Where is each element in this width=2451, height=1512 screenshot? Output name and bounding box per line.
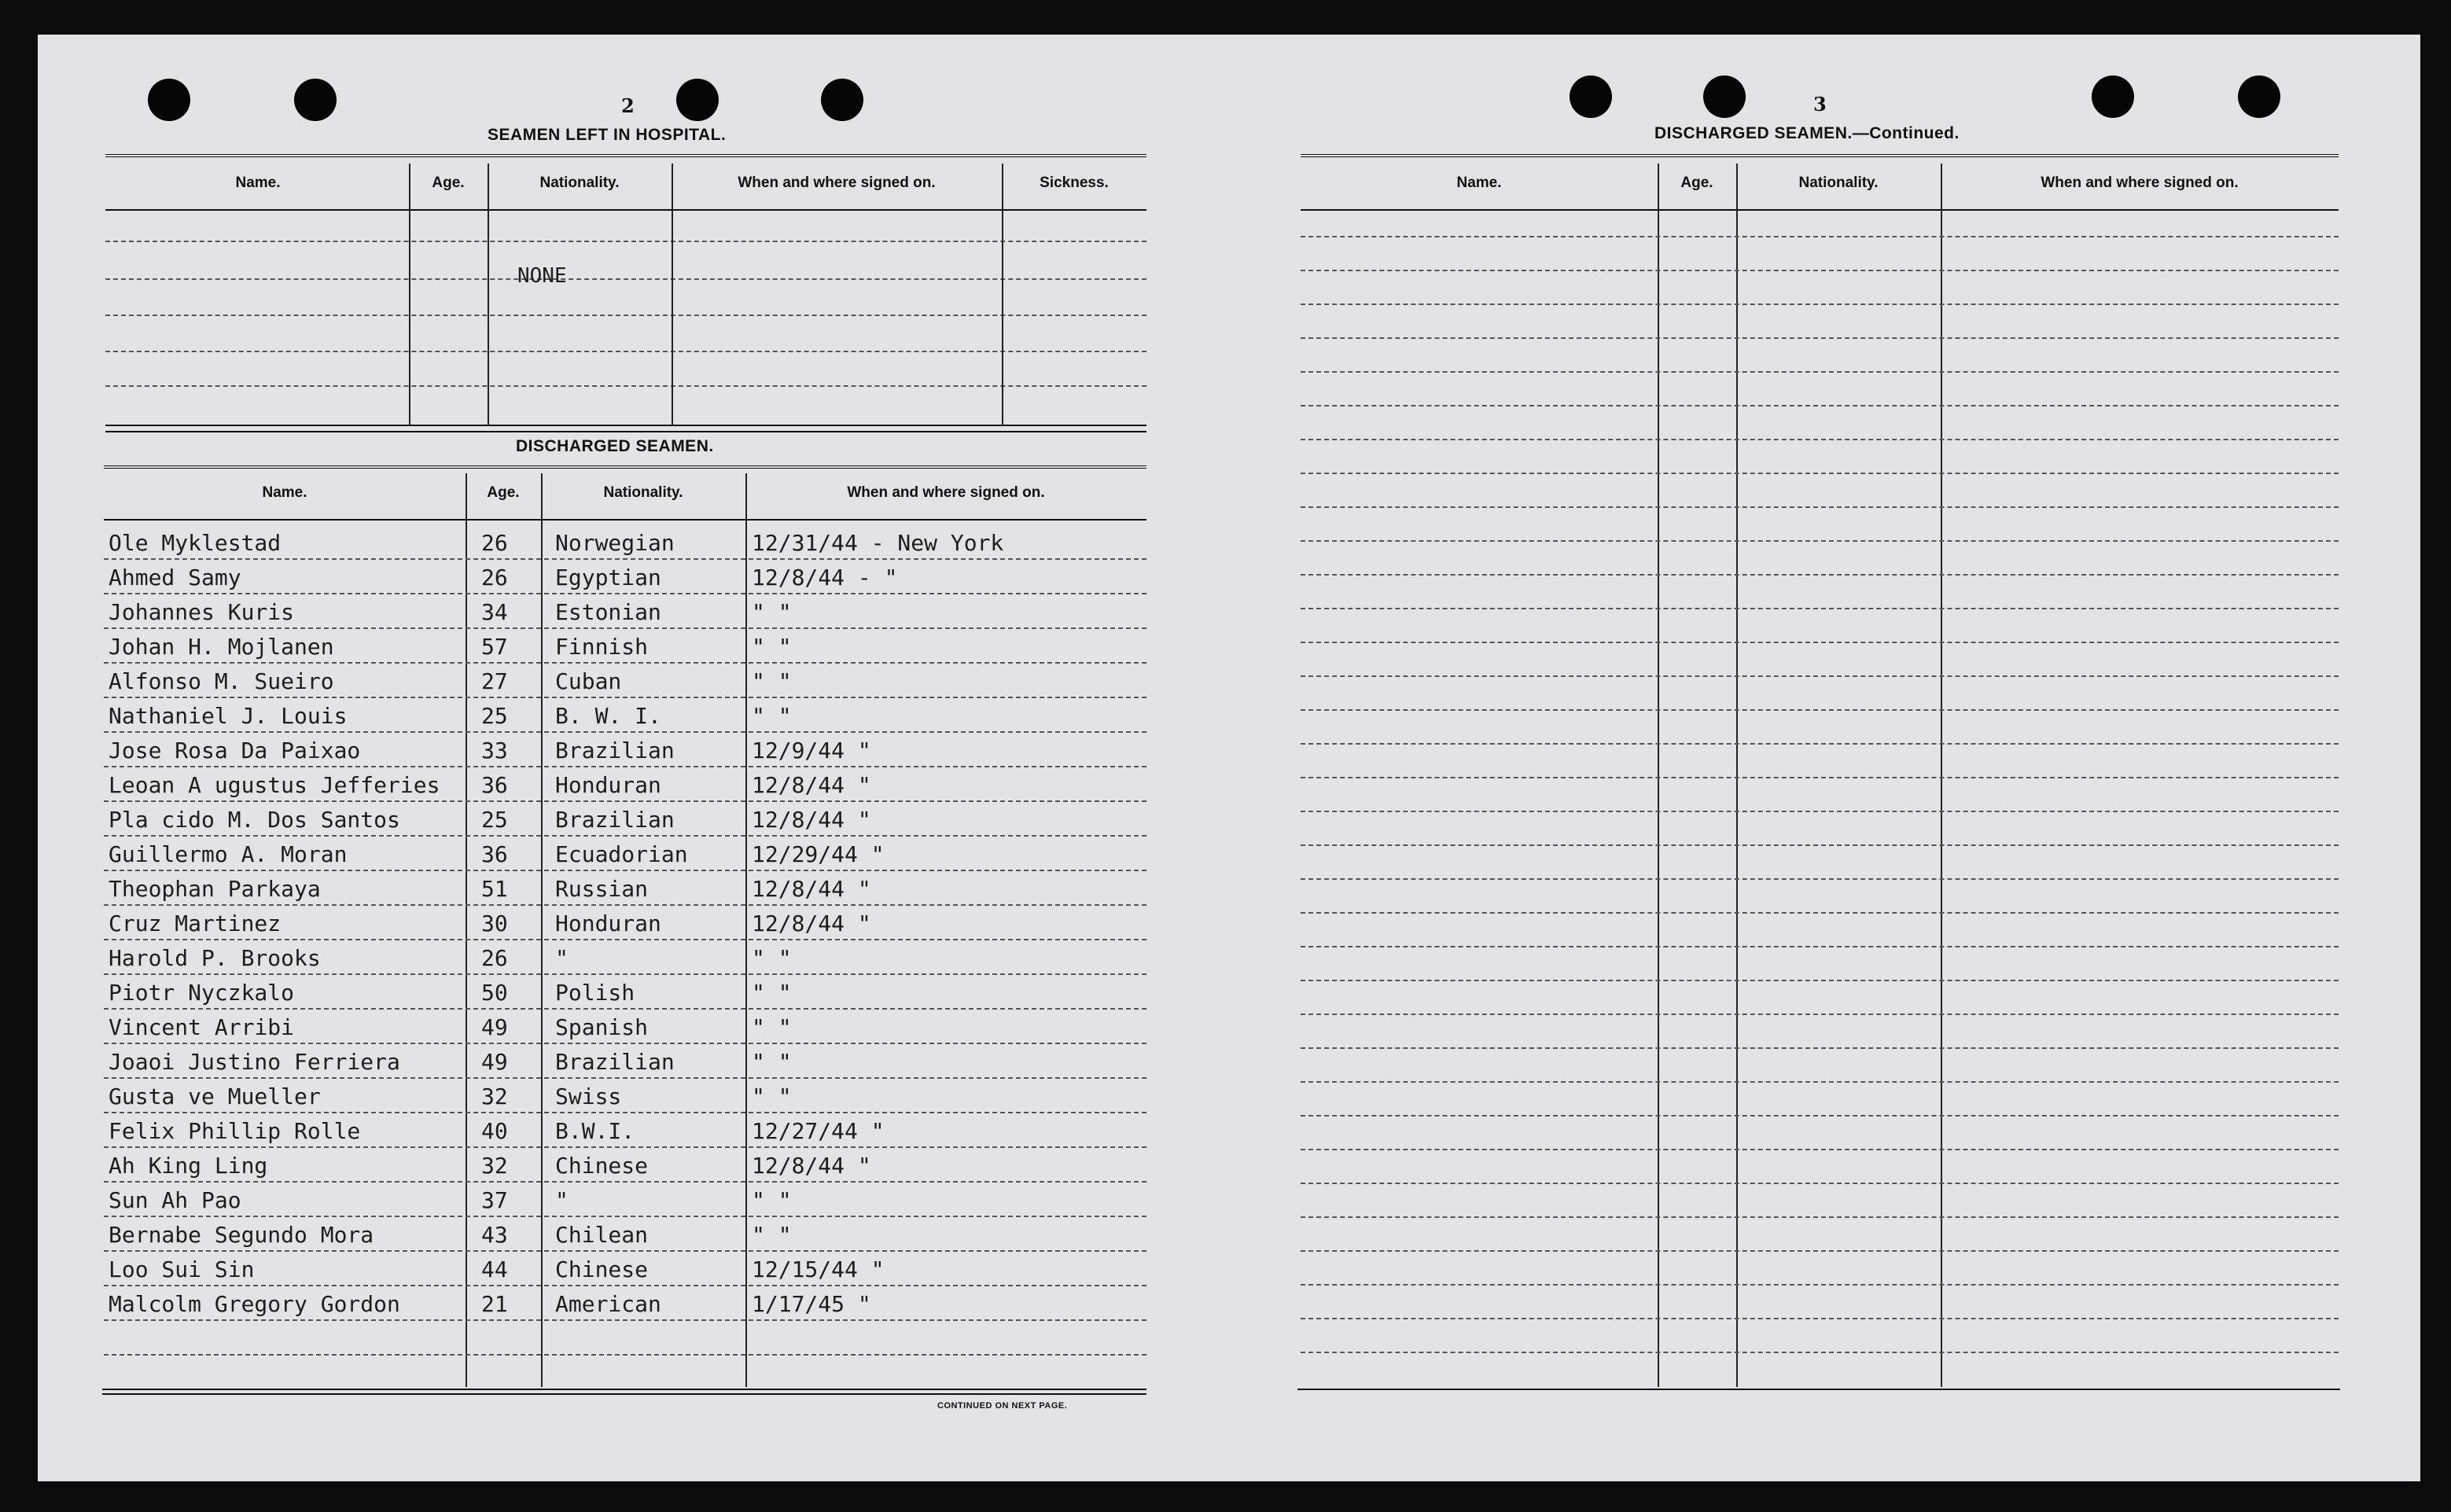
right-header-line xyxy=(1301,209,2339,211)
seaman-name: Felix Phillip Rolle xyxy=(109,1118,361,1144)
seaman-signed-on: " " xyxy=(752,1222,792,1248)
ruled-line xyxy=(1301,1318,2339,1319)
seaman-age: 43 xyxy=(481,1222,508,1248)
seaman-signed-on: " " xyxy=(752,1187,792,1213)
ruled-line xyxy=(104,800,1146,802)
seaman-age: 40 xyxy=(481,1118,508,1144)
seaman-name: Johannes Kuris xyxy=(109,599,295,625)
seaman-nationality: Cuban xyxy=(555,668,622,694)
discharged-bottom-line xyxy=(102,1389,1146,1390)
binder-hole xyxy=(821,79,863,121)
right-col-divider xyxy=(1941,164,1942,1387)
seaman-nationality: Norwegian xyxy=(555,530,675,556)
seaman-name: Nathaniel J. Louis xyxy=(109,703,348,729)
seaman-age: 34 xyxy=(481,599,508,625)
binder-hole xyxy=(1703,75,1746,118)
ruled-line xyxy=(1301,405,2339,407)
ruled-line xyxy=(1301,473,2339,474)
right-col-nationality: Nationality. xyxy=(1798,175,1879,191)
seaman-signed-on: " " xyxy=(752,703,792,729)
discharged-section-title: DISCHARGED SEAMEN. xyxy=(516,437,714,455)
ruled-line xyxy=(104,731,1146,733)
seaman-nationality: Finnish xyxy=(555,634,649,660)
seaman-age: 25 xyxy=(481,807,508,833)
ruled-line xyxy=(104,662,1146,664)
right-page xyxy=(1233,35,2420,1481)
seaman-nationality: Brazilian xyxy=(555,807,675,833)
seaman-age: 27 xyxy=(481,668,508,694)
ruled-line xyxy=(1301,337,2339,339)
right-col-name: Name. xyxy=(1456,175,1502,191)
right-bottom-line xyxy=(1297,1389,2340,1390)
seaman-age: 32 xyxy=(481,1153,508,1179)
seaman-nationality: Spanish xyxy=(555,1014,649,1040)
ruled-line xyxy=(1301,1081,2339,1083)
ruled-line xyxy=(1301,811,2339,812)
seaman-nationality: B.W.I. xyxy=(555,1118,635,1144)
ruled-line xyxy=(105,351,1146,352)
ruled-line xyxy=(1301,439,2339,440)
seaman-nationality: Ecuadorian xyxy=(555,841,688,867)
seaman-name: Harold P. Brooks xyxy=(109,945,321,971)
ruled-line xyxy=(104,1043,1146,1044)
seaman-nationality: " xyxy=(555,1187,569,1213)
seaman-signed-on: 12/8/44 - " xyxy=(752,565,898,590)
binder-hole xyxy=(1570,75,1612,118)
ruled-line xyxy=(104,973,1146,975)
seaman-signed-on: 12/8/44 " xyxy=(752,911,871,936)
ruled-line xyxy=(104,627,1146,629)
page-number-right: 3 xyxy=(1813,93,1827,116)
seaman-nationality: Brazilian xyxy=(555,1049,675,1075)
hospital-section-title: SEAMEN LEFT IN HOSPITAL. xyxy=(488,126,727,144)
ruled-line xyxy=(104,904,1146,906)
ruled-line xyxy=(104,1077,1146,1079)
ruled-line xyxy=(104,593,1146,594)
seaman-age: 49 xyxy=(481,1049,508,1075)
seaman-name: Guillermo A. Moran xyxy=(109,841,348,867)
seaman-nationality: Chilean xyxy=(555,1222,649,1248)
seaman-name: Theophan Parkaya xyxy=(109,876,321,902)
seaman-age: 44 xyxy=(481,1256,508,1282)
hospital-col-signed-on: When and where signed on. xyxy=(738,175,936,191)
hospital-bottom-line xyxy=(105,431,1146,432)
ruled-line xyxy=(104,1181,1146,1183)
seaman-name: Bernabe Segundo Mora xyxy=(109,1222,374,1248)
ruled-line xyxy=(104,1250,1146,1252)
seaman-name: Pla cido M. Dos Santos xyxy=(109,807,400,833)
seaman-signed-on: 12/29/44 " xyxy=(752,841,885,867)
ruled-line xyxy=(1301,980,2339,981)
ruled-line xyxy=(1301,642,2339,643)
right-col-divider xyxy=(1736,164,1738,1387)
continued-footer: CONTINUED ON NEXT PAGE. xyxy=(937,1401,1068,1411)
seaman-nationality: Egyptian xyxy=(555,565,661,590)
ruled-line xyxy=(1301,304,2339,305)
seaman-nationality: B. W. I. xyxy=(555,703,661,729)
hospital-col-name: Name. xyxy=(235,175,281,191)
seaman-name: Ah King Ling xyxy=(109,1153,268,1179)
seaman-signed-on: " " xyxy=(752,945,792,971)
hospital-top-rule xyxy=(105,154,1146,157)
ruled-line xyxy=(104,766,1146,767)
seaman-age: 25 xyxy=(481,703,508,729)
binder-hole xyxy=(148,79,190,121)
seaman-signed-on: " " xyxy=(752,980,792,1006)
seaman-name: Vincent Arribi xyxy=(109,1014,295,1040)
seaman-age: 26 xyxy=(481,945,508,971)
ruled-line xyxy=(1301,844,2339,846)
hospital-col-divider xyxy=(409,164,410,426)
seaman-name: Leoan A ugustus Jefferies xyxy=(109,772,440,798)
seaman-name: Ole Myklestad xyxy=(109,530,282,556)
discharged-top-rule xyxy=(104,465,1146,469)
binder-hole xyxy=(676,79,719,121)
ruled-line xyxy=(104,1146,1146,1148)
seaman-name: Sun Ah Pao xyxy=(109,1187,241,1213)
ruled-line xyxy=(105,385,1146,387)
page-number-left: 2 xyxy=(621,94,635,117)
discharged-col-signed-on: When and where signed on. xyxy=(847,484,1045,501)
ruled-line xyxy=(105,315,1146,316)
seaman-signed-on: 12/8/44 " xyxy=(752,1153,871,1179)
ruled-line xyxy=(1301,878,2339,880)
seaman-age: 50 xyxy=(481,980,508,1006)
ruled-line xyxy=(1301,1149,2339,1150)
ruled-line xyxy=(1301,777,2339,778)
seaman-nationality: Russian xyxy=(555,876,649,902)
seaman-age: 51 xyxy=(481,876,508,902)
seaman-signed-on: 12/8/44 " xyxy=(752,807,871,833)
ruled-line xyxy=(1301,743,2339,745)
hospital-col-divider xyxy=(672,164,673,426)
right-col-divider xyxy=(1658,164,1659,1387)
ruled-line xyxy=(1301,1014,2339,1015)
ruled-line xyxy=(104,939,1146,940)
ruled-line xyxy=(104,1008,1146,1010)
seaman-nationality: Chinese xyxy=(555,1153,649,1179)
ruled-line xyxy=(1301,675,2339,677)
ruled-line xyxy=(1301,574,2339,576)
seaman-age: 30 xyxy=(481,911,508,936)
ruled-line xyxy=(1301,371,2339,373)
ruled-line xyxy=(1301,1284,2339,1286)
seaman-name: Cruz Martinez xyxy=(109,911,282,936)
seaman-name: Malcolm Gregory Gordon xyxy=(109,1291,400,1317)
ruled-line xyxy=(1301,540,2339,542)
seaman-signed-on: 12/8/44 " xyxy=(752,876,871,902)
ruled-line xyxy=(1301,236,2339,237)
seaman-nationality: Estonian xyxy=(555,599,661,625)
seaman-signed-on: 12/8/44 " xyxy=(752,772,871,798)
binder-hole xyxy=(2238,75,2280,118)
ruled-line xyxy=(1301,270,2339,271)
seaman-name: Jose Rosa Da Paixao xyxy=(109,738,361,763)
seaman-nationality: Chinese xyxy=(555,1256,649,1282)
ruled-line xyxy=(1301,946,2339,947)
seaman-signed-on: " " xyxy=(752,634,792,660)
ruled-line xyxy=(104,1319,1146,1321)
seaman-age: 37 xyxy=(481,1187,508,1213)
seaman-nationality: Honduran xyxy=(555,911,661,936)
right-top-rule xyxy=(1301,154,2339,157)
seaman-nationality: " xyxy=(555,945,569,971)
seaman-age: 32 xyxy=(481,1083,508,1109)
ruled-line xyxy=(104,697,1146,698)
ruled-line xyxy=(1301,1250,2339,1252)
seaman-age: 21 xyxy=(481,1291,508,1317)
hospital-col-sickness: Sickness. xyxy=(1040,175,1109,191)
discharged-bottom-line xyxy=(102,1393,1146,1395)
ruled-line xyxy=(105,278,1146,280)
ruled-line xyxy=(104,870,1146,871)
seaman-name: Gusta ve Mueller xyxy=(109,1083,321,1109)
seaman-nationality: American xyxy=(555,1291,661,1317)
hospital-header-line xyxy=(105,209,1146,211)
ruled-line xyxy=(1301,608,2339,609)
seaman-signed-on: " " xyxy=(752,1014,792,1040)
seaman-age: 36 xyxy=(481,772,508,798)
seaman-signed-on: 12/31/44 - New York xyxy=(752,530,1004,556)
seaman-signed-on: " " xyxy=(752,1083,792,1109)
ruled-line xyxy=(104,835,1146,837)
hospital-col-age: Age. xyxy=(432,175,465,191)
seaman-signed-on: " " xyxy=(752,599,792,625)
binder-hole xyxy=(2092,75,2134,118)
seaman-age: 49 xyxy=(481,1014,508,1040)
seaman-name: Alfonso M. Sueiro xyxy=(109,668,334,694)
ruled-line xyxy=(104,1285,1146,1286)
hospital-bottom-line xyxy=(105,425,1146,426)
ruled-line xyxy=(1301,912,2339,914)
discharged-col-name: Name. xyxy=(262,484,307,501)
seaman-age: 26 xyxy=(481,565,508,590)
seaman-signed-on: 12/27/44 " xyxy=(752,1118,885,1144)
ruled-line xyxy=(104,558,1146,560)
seaman-signed-on: 12/9/44 " xyxy=(752,738,871,763)
ruled-line xyxy=(105,241,1146,242)
seaman-age: 33 xyxy=(481,738,508,763)
seaman-age: 57 xyxy=(481,634,508,660)
right-section-title: DISCHARGED SEAMEN.—Continued. xyxy=(1654,124,1960,142)
seaman-signed-on: 1/17/45 " xyxy=(752,1291,871,1317)
seaman-nationality: Brazilian xyxy=(555,738,675,763)
binder-hole xyxy=(294,79,337,121)
ruled-line xyxy=(1301,1115,2339,1117)
discharged-col-age: Age. xyxy=(487,484,520,501)
seaman-name: Johan H. Mojlanen xyxy=(109,634,334,660)
hospital-col-nationality: Nationality. xyxy=(539,175,620,191)
right-col-age: Age. xyxy=(1680,175,1713,191)
right-col-signed-on: When and where signed on. xyxy=(2041,175,2239,191)
seaman-age: 26 xyxy=(481,530,508,556)
ruled-line xyxy=(1301,1216,2339,1218)
ruled-line xyxy=(1301,506,2339,508)
discharged-col-nationality: Nationality. xyxy=(603,484,683,501)
ruled-line xyxy=(104,1216,1146,1217)
ruled-line xyxy=(104,1354,1146,1356)
seaman-name: Joaoi Justino Ferriera xyxy=(109,1049,400,1075)
seaman-signed-on: " " xyxy=(752,1049,792,1075)
seaman-signed-on: 12/15/44 " xyxy=(752,1256,885,1282)
ruled-line xyxy=(1301,709,2339,711)
seaman-nationality: Swiss xyxy=(555,1083,622,1109)
seaman-name: Ahmed Samy xyxy=(109,565,241,590)
seaman-signed-on: " " xyxy=(752,668,792,694)
hospital-col-divider xyxy=(488,164,489,426)
seaman-name: Piotr Nyczkalo xyxy=(109,980,295,1006)
hospital-col-divider xyxy=(1002,164,1003,426)
discharged-header-line xyxy=(104,519,1146,521)
hospital-none-entry: NONE xyxy=(517,264,567,288)
seaman-nationality: Honduran xyxy=(555,772,661,798)
ruled-line xyxy=(1301,1352,2339,1353)
seaman-nationality: Polish xyxy=(555,980,635,1006)
ruled-line xyxy=(1301,1183,2339,1184)
seaman-age: 36 xyxy=(481,841,508,867)
ruled-line xyxy=(104,1112,1146,1113)
seaman-name: Loo Sui Sin xyxy=(109,1256,255,1282)
ruled-line xyxy=(1301,1047,2339,1049)
